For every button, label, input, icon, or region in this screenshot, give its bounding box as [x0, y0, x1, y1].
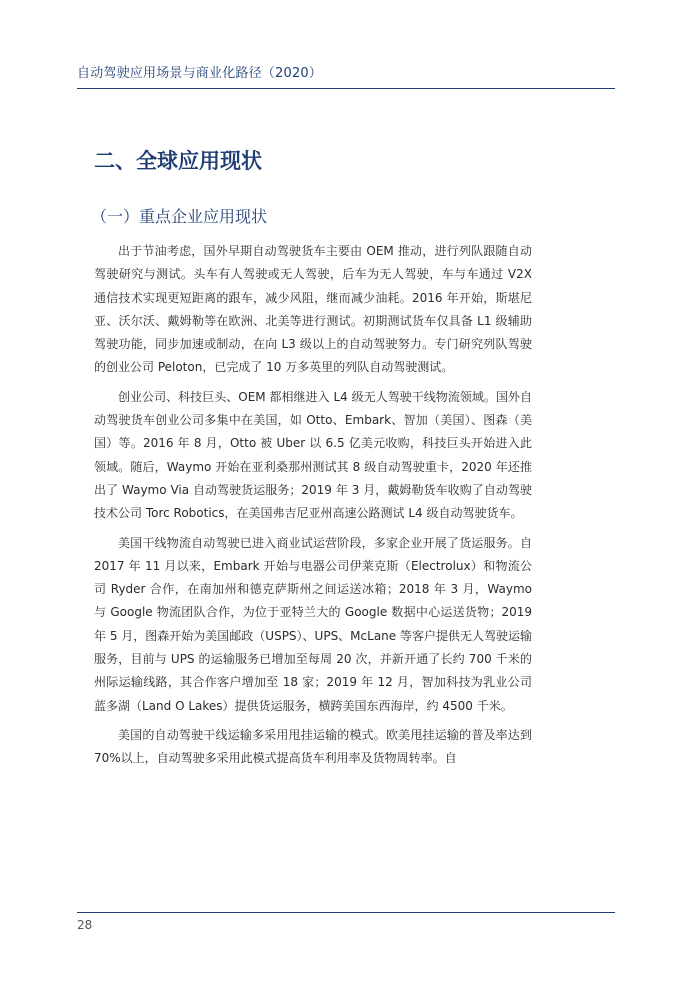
subsection-heading: （一）重点企业应用现状 [91, 207, 268, 226]
section-heading: 二、全球应用现状 [94, 149, 262, 173]
paragraph-4: 美国的自动驾驶干线运输多采用甩挂运输的模式。欧美甩挂运输的普及率达到 70%以上，自动驾驶多采用此模式提高货车利用率及货物周转率。自 [94, 727, 532, 766]
footer-divider [77, 912, 615, 913]
page-number: 28 [77, 918, 93, 932]
paragraph-2: 创业公司、科技巨头、OEM 都相继进入 L4 级无人驾驶干线物流领域。国外自动驾驶货车创业公司多集中在美国，如 Otto、Embark、智加（美国）、图森（美国）等。2016 年 8 月，Otto 被 Uber 以 6.5 亿美元收购，科技巨头开始进入此领域。随后，Waymo 开始在亚利桑那州测试其 8 级自动驾驶重卡，2020 年还推出了 Waymo Via 自动驾驶货运服务；2019 年 3 月，戴姆勒货车收购了自动驾驶技术公司 Torc Robotics，在美国弗吉尼亚州高速公路测试 L4 级自动驾驶货车。 [94, 389, 532, 521]
header-divider [77, 88, 615, 89]
running-header-title: 自动驾驶应用场景与商业化路径（2020） [77, 66, 323, 81]
body-text [94, 240, 532, 777]
paragraph-3: 美国干线物流自动驾驶已进入商业试运营阶段，多家企业开展了货运服务。自 2017 年 11 月以来，Embark 开始与电器公司伊莱克斯（Electrolux）和物流公司 Ryder 合作，在南加州和德克萨斯州之间运送冰箱；2018 年 3 月，Waymo 与 Google 物流团队合作，为位于亚特兰大的 Google 数据中心运送货物；2019 年 5 月，图森开始为美国邮政（USPS）、UPS、McLane 等客户提供无人驾驶运输服务，目前与 UPS 的运输服务已增加至每周 20 次，并新开通了长约 700 千米的州际运输线路，其合作客户增加至 18 家；2019 年 12 月，智加科技为乳业公司蓝多湖（Land O Lakes）提供货运服务，横跨美国东西海岸，约 4500 千米。 [94, 535, 532, 713]
paragraph-1: 出于节油考虑，国外早期自动驾驶货车主要由 OEM 推动，进行列队跟随自动驾驶研究与测试。头车有人驾驶或无人驾驶，后车为无人驾驶，车与车通过 V2X 通信技术实现更短距离的跟车，减少风阻，继而减少油耗。2016 年开始，斯堪尼亚、沃尔沃、戴姆勒等在欧洲、北美等进行测试。初期测试货车仅具备 L1 级辅助驾驶功能，同步加速或制动，在向 L3 级以上的自动驾驶努力。专门研究列队驾驶的创业公司 Peloton，已完成了 10 万多英里的列队自动驾驶测试。 [94, 244, 532, 375]
